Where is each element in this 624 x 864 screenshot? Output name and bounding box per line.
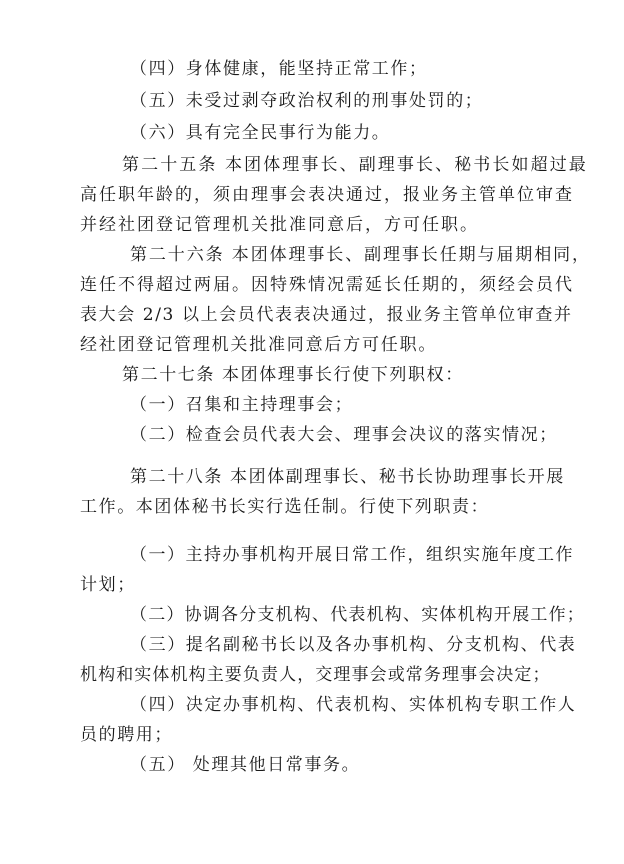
text-line: 并经社团登记管理机关批准同意后，方可任职。 xyxy=(80,215,479,235)
text-line: 表大会 2/3 以上会员代表表决通过，报业务主管单位审查并 xyxy=(80,305,573,325)
text-line: （五） 处理其他日常事务。 xyxy=(130,755,361,775)
text-line: 机构和实体机构主要负责人，交理事会或常务理事会决定； xyxy=(80,665,551,685)
text-line: 高任职年龄的，须由理事会表决通过，报业务主管单位审查 xyxy=(80,185,574,205)
text-line: （一）召集和主持理事会； xyxy=(130,395,354,415)
text-line: 员的聘用； xyxy=(80,725,173,745)
article-25-heading-line: 第二十五条 本团体理事长、副理事长、秘书长如超过最 xyxy=(122,155,588,175)
text-line: （四）身体健康，能坚持正常工作； xyxy=(130,59,428,79)
text-line: （五）未受过剥夺政治权利的刑事处罚的； xyxy=(130,91,484,111)
text-line: （六）具有完全民事行为能力。 xyxy=(130,123,391,143)
text-line: （三）提名副秘书长以及各办事机构、分支机构、代表 xyxy=(130,635,577,655)
text-line: （四）决定办事机构、代表机构、实体机构专职工作人 xyxy=(130,695,577,715)
text-line: （二）检查会员代表大会、理事会决议的落实情况； xyxy=(130,425,558,445)
text-line: 工作。本团体秘书长实行选任制。行使下列职责： xyxy=(80,497,490,517)
article-26-heading-line: 第二十六条 本团体理事长、副理事长任期与届期相同， xyxy=(130,245,591,265)
text-line: 经社团登记管理机关批准同意后方可任职。 xyxy=(80,335,438,355)
text-line: 计划； xyxy=(80,575,136,595)
text-line: （一）主持办事机构开展日常工作，组织实施年度工作 xyxy=(130,545,574,565)
article-28-heading-line: 第二十八条 本团体副理事长、秘书长协助理事长开展 xyxy=(130,467,565,487)
article-27-heading-line: 第二十七条 本团体理事长行使下列职权： xyxy=(122,365,464,385)
text-line: （二）协调各分支机构、代表机构、实体机构开展工作； xyxy=(130,605,585,625)
text-line: 连任不得超过两届。因特殊情况需延长任期的，须经会员代 xyxy=(80,275,574,295)
